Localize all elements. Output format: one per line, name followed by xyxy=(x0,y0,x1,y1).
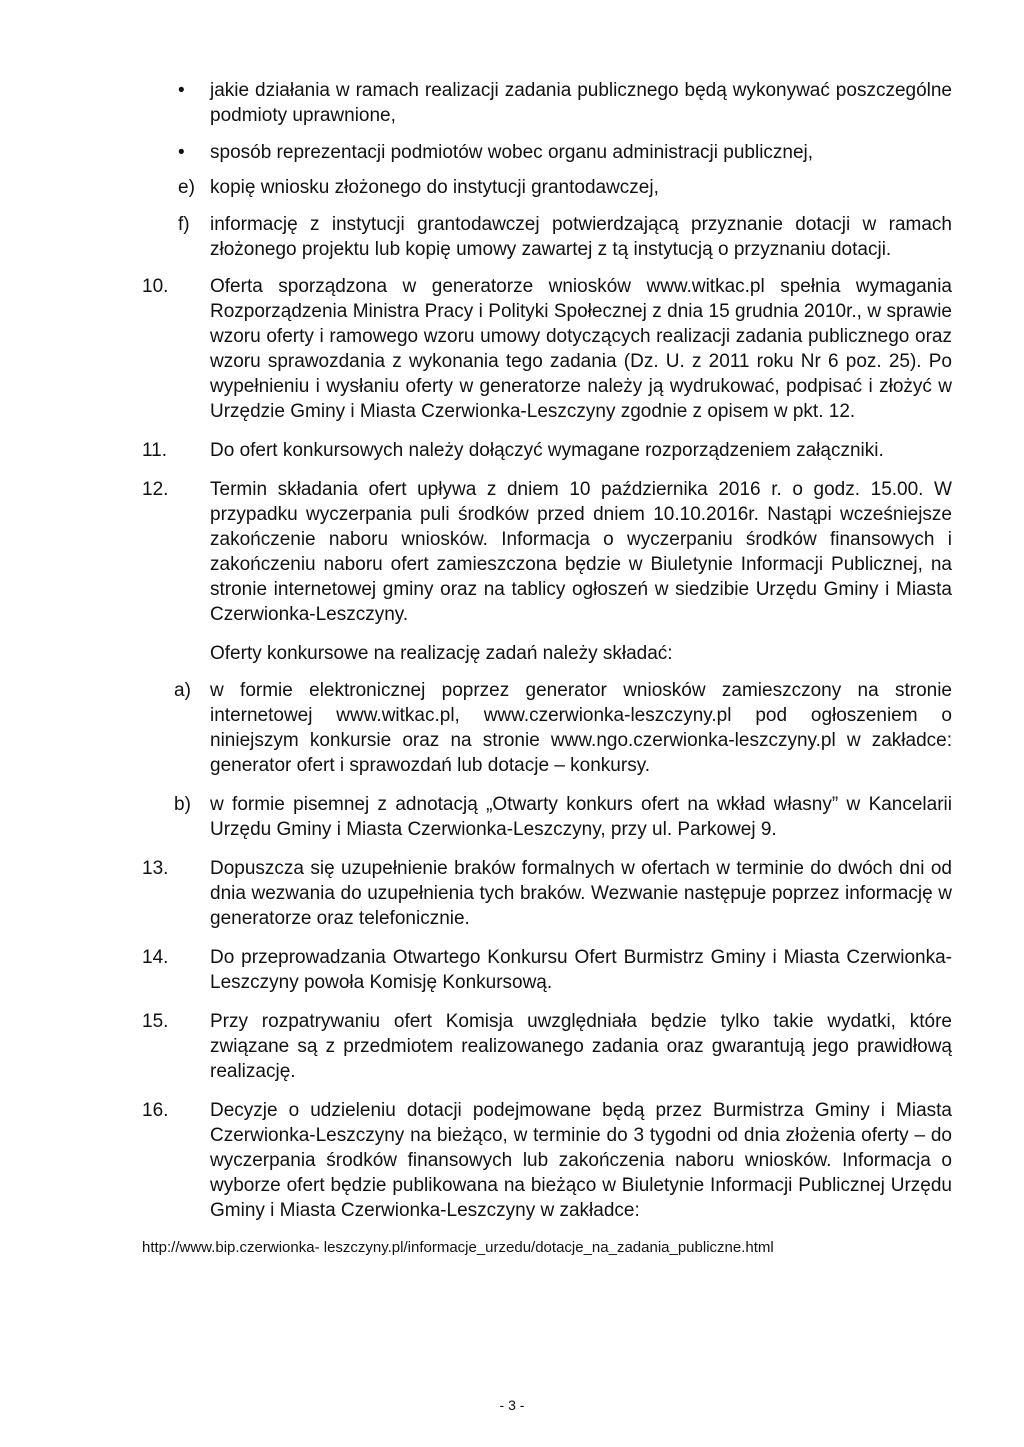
list-item xyxy=(142,792,952,842)
list-item-text: jakie działania w ramach realizacji zadania publicznego będą wykonywać poszczególne podmioty uprawnione, xyxy=(210,80,952,126)
list-item xyxy=(142,175,952,200)
numbered-item xyxy=(142,438,952,463)
item-number: 12. xyxy=(142,479,169,500)
bullet-marker: • xyxy=(178,142,185,163)
item-text: Do przeprowadzania Otwartego Konkursu Ofert Burmistrz Gminy i Miasta Czerwionka-Leszczyny powoła Komisję Konkursową. xyxy=(210,947,952,993)
bip-url: http://www.bip.czerwionka- leszczyny.pl/informacje_urzedu/dotacje_na_zadania_publiczne.html xyxy=(142,1239,774,1256)
list-item xyxy=(142,678,952,778)
item-text: Oferta sporządzona w generatorze wniosków www.witkac.pl spełnia wymagania Rozporządzenia Ministra Pracy i Polityki Społecznej z dnia 15 grudnia 2010r., w sprawie wzoru oferty i ramowego wzoru umowy dotyczących realizacji zadania publicznego oraz wzoru sprawozdania z wykonania tego zadania (Dz. U. z 2011 roku Nr 6 poz. 25). Po wypełnieniu i wysłaniu oferty w generatorze należy ją wydrukować, podpisać i złożyć w Urzędzie Gminy i Miasta Czerwionka-Leszczyny zgodnie z opisem w pkt. 12. xyxy=(210,276,952,422)
document-body xyxy=(142,78,952,1260)
item-text: Dopuszcza się uzupełnienie braków formalnych w ofertach w terminie do dwóch dni od dnia wezwania do uzupełnienia tych braków. Wezwanie następuje poprzez informację w generatorze oraz telefonicznie. xyxy=(210,858,952,929)
item-number: 14. xyxy=(142,947,169,968)
page-number: - 3 - xyxy=(499,1397,525,1413)
list-item-text: w formie pisemnej z adnotacją „Otwarty konkurs ofert na wkład własny” w Kancelarii Urzędu Gminy i Miasta Czerwionka-Leszczyny, przy ul. Parkowej 9. xyxy=(210,794,952,840)
submission-intro: Oferty konkursowe na realizację zadań należy składać: xyxy=(210,643,673,664)
item-number: 15. xyxy=(142,1011,169,1032)
list-marker: a) xyxy=(174,680,191,701)
numbered-item xyxy=(142,274,952,424)
item-text: Decyzje o udzieleniu dotacji podejmowane będą przez Burmistrza Gminy i Miasta Czerwionka-Leszczyny na bieżąco, w terminie do 3 tygodni od dnia złożenia oferty – do wyczerpania środków finansowych lub zakończenia naboru wniosków. Informacja o wyborze ofert będzie publikowana na bieżąco w Biuletynie Informacji Publicznej Urzędu Gminy i Miasta Czerwionka-Leszczyny w zakładce: xyxy=(210,1100,952,1221)
numbered-item xyxy=(142,945,952,995)
item-number: 10. xyxy=(142,276,169,297)
list-marker: e) xyxy=(178,177,195,198)
list-item-text: informację z instytucji grantodawczej potwierdzającą przyznanie dotacji w ramach złożonego projektu lub kopię umowy zawartej z tą instytucją o przyznaniu dotacji. xyxy=(210,214,952,260)
list-item-text: sposób reprezentacji podmiotów wobec organu administracji publicznej, xyxy=(210,142,814,163)
item-number: 13. xyxy=(142,858,169,879)
numbered-item xyxy=(142,1098,952,1223)
item-number: 11. xyxy=(142,440,168,461)
item-text: Przy rozpatrywaniu ofert Komisja uwzględniała będzie tylko takie wydatki, które związane są z przedmiotem realizowanego zadania oraz gwarantują jego prawidłową realizację. xyxy=(210,1011,952,1082)
numbered-item xyxy=(142,856,952,931)
list-marker: f) xyxy=(178,214,190,235)
numbered-item xyxy=(142,1009,952,1084)
list-marker: b) xyxy=(174,794,191,815)
list-item-text: kopię wniosku złożonego do instytucji grantodawczej, xyxy=(210,177,659,198)
list-item xyxy=(142,78,952,128)
list-item-text: w formie elektronicznej poprzez generator wniosków zamieszczony na stronie internetowej www.witkac.pl, www.czerwionka-leszczyny.pl pod ogłoszeniem o niniejszym konkursie oraz na stronie www.ngo.czerwionka-leszczyny.pl w zakładce: generator ofert i sprawozdań lub dotacje – konkursy. xyxy=(210,680,952,776)
bullet-marker: • xyxy=(178,80,185,101)
item-number: 16. xyxy=(142,1100,169,1121)
list-item xyxy=(142,212,952,262)
item-text: Do ofert konkursowych należy dołączyć wymagane rozporządzeniem załączniki. xyxy=(210,440,884,461)
list-item xyxy=(142,140,952,165)
item-text: Termin składania ofert upływa z dniem 10 października 2016 r. o godz. 15.00. W przypadku wyczerpania puli środków przed dniem 10.10.2016r. Nastąpi wcześniejsze zakończenie naboru wniosków. Informacja o wyczerpaniu środków finansowych i zakończeniu naboru ofert zamieszczona będzie w Biuletynie Informacji Publicznej, na stronie internetowej gminy oraz na tablicy ogłoszeń w siedzibie Urzędu Gminy i Miasta Czerwionka-Leszczyny. xyxy=(210,479,952,625)
numbered-item xyxy=(142,477,952,627)
